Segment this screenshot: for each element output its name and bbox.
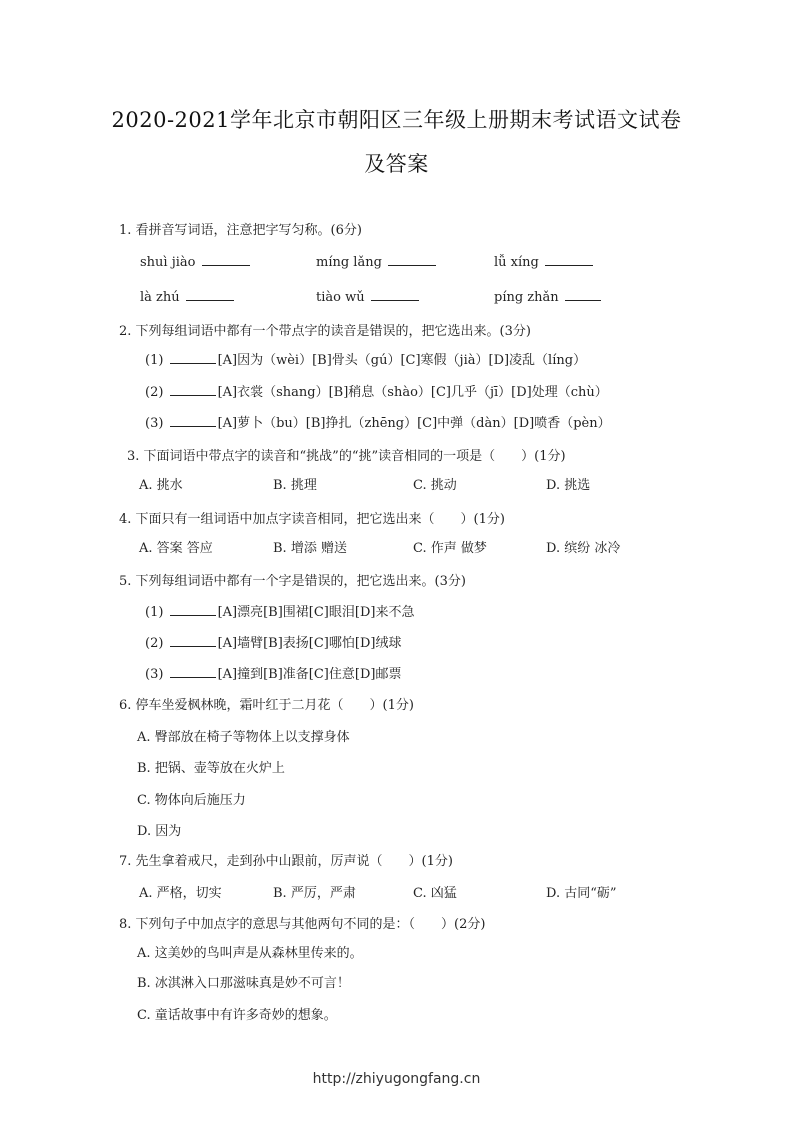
option-d: D. 古同“砺”	[546, 886, 617, 901]
option-b: B. 严厉，严肃	[273, 886, 356, 901]
answer-blank[interactable]	[545, 252, 593, 266]
answer-blank[interactable]	[565, 287, 601, 301]
option-a: A. 臀部放在椅子等物体上以支撑身体	[137, 730, 350, 745]
answer-blank[interactable]	[170, 633, 216, 647]
answer-blank[interactable]	[186, 287, 234, 301]
question-1: 1. 看拼音写词语，注意把字写匀称。(6分)	[119, 223, 362, 238]
footer-url: http://zhiyugongfang.cn	[312, 1071, 481, 1087]
question-8: 8. 下列句子中加点字的意思与其他两句不同的是：（ ）(2分)	[119, 917, 486, 932]
question-5-row	[145, 601, 414, 620]
option-a: A. 严格，切实	[139, 886, 222, 901]
pinyin-item	[316, 252, 438, 270]
answer-blank[interactable]	[170, 413, 216, 427]
question-2-row	[145, 349, 586, 368]
question-4: 4. 下面只有一组词语中加点字读音相同，把它选出来（ ）(1分)	[119, 512, 505, 527]
pinyin-text: tiào wǔ	[316, 290, 365, 305]
pinyin-text: lǚ xíng	[494, 255, 539, 270]
row-number: (1)	[145, 353, 164, 368]
pinyin-text: là zhú	[140, 290, 180, 305]
pinyin-item	[494, 252, 595, 270]
row-number: (3)	[145, 416, 164, 431]
answer-blank[interactable]	[170, 382, 216, 396]
option-a: A. 挑水	[139, 478, 183, 493]
pinyin-text: míng lǎng	[316, 255, 382, 270]
question-5: 5. 下列每组词语中都有一个字是错误的，把它选出来。(3分)	[119, 574, 466, 589]
option-d: D. 缤纷 冰冷	[546, 541, 621, 556]
option-c: C. 物体向后施压力	[137, 793, 246, 808]
page-title-line-2: 及答案	[364, 152, 429, 176]
question-5-row	[145, 632, 401, 651]
row-options: [A]漂亮[B]围裙[C]眼泪[D]来不急	[217, 605, 415, 620]
row-options: [A]萝卜（bu）[B]挣扎（zhēng）[C]中弹（dàn）[D]喷香（pèn）	[217, 416, 611, 431]
question-2-row	[145, 381, 608, 400]
pinyin-text: shuì jiào	[140, 255, 196, 270]
row-options: [A]撞到[B]准备[C]住意[D]邮票	[217, 667, 402, 682]
option-c: C. 童话故事中有许多奇妙的想象。	[137, 1008, 337, 1023]
option-b: B. 挑理	[273, 478, 317, 493]
row-number: (2)	[145, 385, 164, 400]
row-options: [A]因为（wèi）[B]骨头（gú）[C]寒假（jià）[D]凌乱（líng）	[217, 353, 587, 368]
pinyin-item	[316, 287, 421, 305]
pinyin-item	[140, 287, 236, 305]
question-5-row	[145, 663, 401, 682]
option-a: A. 这美妙的鸟叫声是从森林里传来的。	[137, 946, 363, 961]
option-c: C. 挑动	[413, 478, 457, 493]
option-c: C. 作声 做梦	[413, 541, 487, 556]
pinyin-item	[494, 287, 603, 305]
row-options: [A]衣裳（shang）[B]稍息（shào）[C]几乎（jī）[D]处理（chù）	[217, 385, 608, 400]
question-3: 3. 下面词语中带点字的读音和“挑战”的“挑”读音相同的一项是（ ）(1分)	[127, 449, 566, 464]
answer-blank[interactable]	[202, 252, 250, 266]
question-6: 6. 停车坐爱枫林晚，霜叶红于二月花（ ）(1分)	[119, 698, 414, 713]
option-b: B. 增添 赠送	[273, 541, 347, 556]
row-number: (1)	[145, 605, 164, 620]
answer-blank[interactable]	[170, 602, 216, 616]
row-number: (2)	[145, 636, 164, 651]
option-b: B. 冰淇淋入口那滋味真是妙不可言！	[137, 976, 350, 991]
answer-blank[interactable]	[371, 287, 419, 301]
page-title-line-1: 2020-2021学年北京市朝阳区三年级上册期末考试语文试卷	[111, 108, 682, 132]
answer-blank[interactable]	[170, 350, 216, 364]
answer-blank[interactable]	[388, 252, 436, 266]
option-d: D. 挑选	[546, 478, 591, 493]
question-2: 2. 下列每组词语中都有一个带点字的读音是错误的，把它选出来。(3分)	[119, 324, 531, 339]
option-b: B. 把锅、壶等放在火炉上	[137, 761, 285, 776]
row-options: [A]墙臂[B]表扬[C]哪怕[D]绒球	[217, 636, 402, 651]
question-2-row	[145, 412, 611, 431]
pinyin-text: píng zhǎn	[494, 290, 559, 305]
option-a: A. 答案 答应	[139, 541, 213, 556]
row-number: (3)	[145, 667, 164, 682]
question-7: 7. 先生拿着戒尺，走到孙中山跟前，厉声说（ ）(1分)	[119, 854, 453, 869]
pinyin-item	[140, 252, 252, 270]
answer-blank[interactable]	[170, 664, 216, 678]
option-c: C. 凶猛	[413, 886, 457, 901]
option-d: D. 因为	[137, 824, 182, 839]
